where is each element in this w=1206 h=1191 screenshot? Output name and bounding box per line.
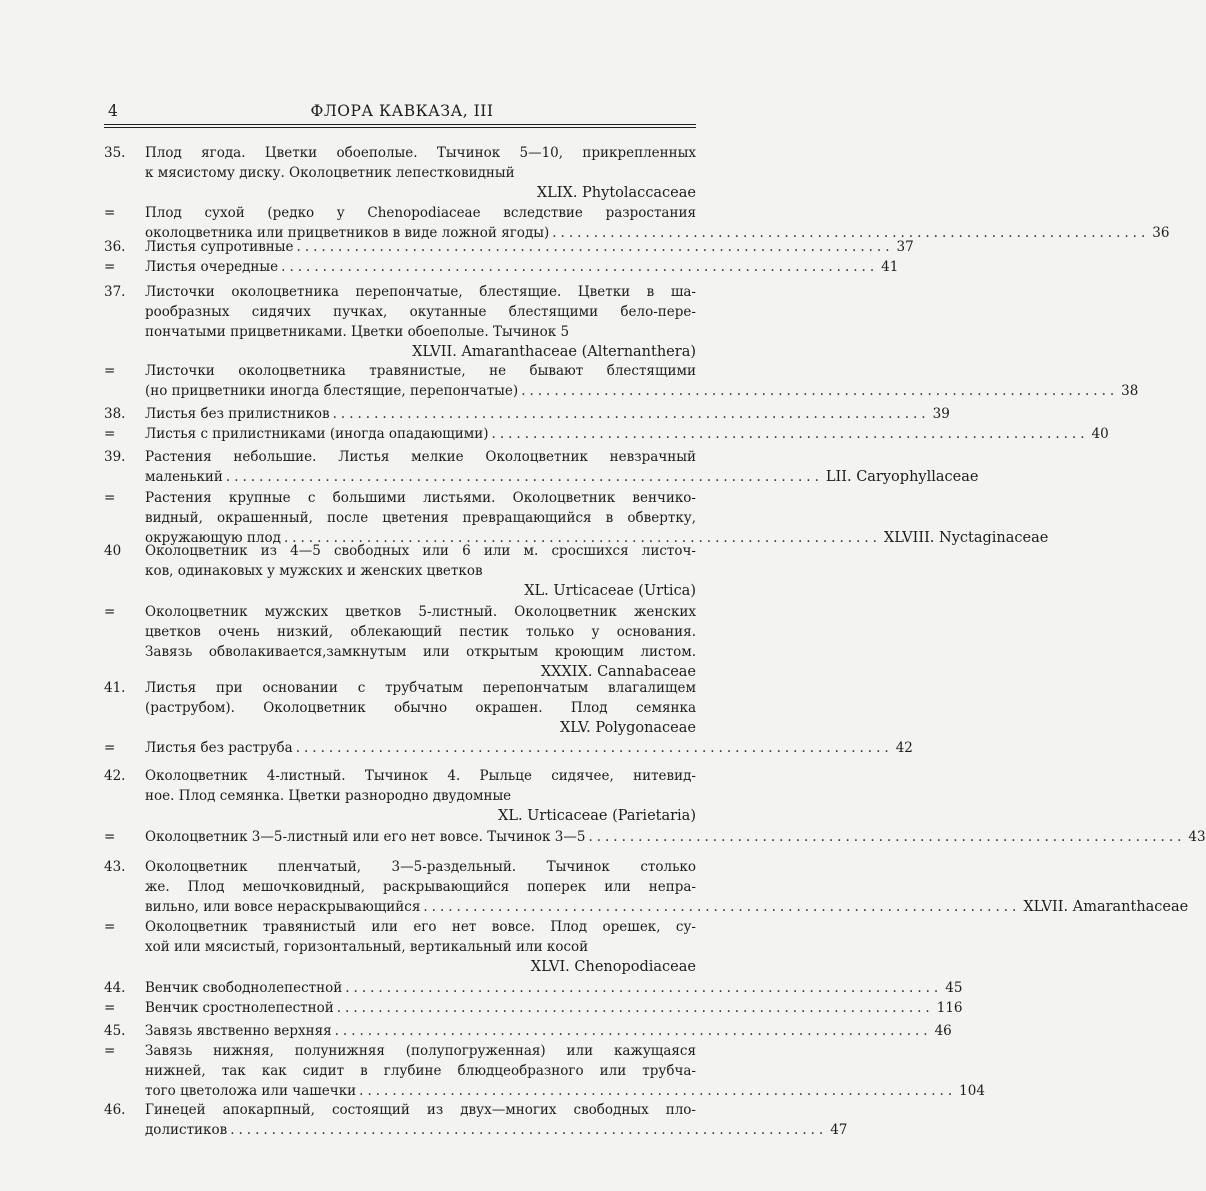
header-rule xyxy=(104,124,696,125)
entry-text: Листочки околоцветника травянистые, не бывают блестящими xyxy=(145,363,696,379)
dot-leader: ........................................................................ xyxy=(491,426,1089,442)
dot-leader: ........................................................................ xyxy=(423,899,1021,915)
entry-text: Листочки околоцветника перепончатые, блестящие. Цветки в ша- xyxy=(145,284,696,300)
lead-reference: 46 xyxy=(934,1023,952,1039)
running-title: ФЛОРА КАВКАЗА, III xyxy=(310,102,494,120)
family-name: XLV. Polygonaceae xyxy=(559,720,696,736)
header-rule-thin xyxy=(104,127,696,128)
family-name: XLIX. Phytolaccaceae xyxy=(536,185,696,201)
lead-reference: 47 xyxy=(830,1122,848,1138)
lead-reference: 42 xyxy=(895,740,913,756)
entry-text: маленький xyxy=(145,469,223,485)
entry-text: Растения крупные с большими листьями. Околоцветник венчико- xyxy=(145,490,696,506)
entry-text: Околоцветник мужских цветков 5-листный. Околоцветник женских xyxy=(145,604,696,620)
entry-text: Околоцветник 4-листный. Тычинок 4. Рыльце сидячее, нитевид- xyxy=(145,768,696,784)
dot-leader: ........................................................................ xyxy=(336,1000,934,1016)
entry-text: Листья с прилистниками (иногда опадающими) xyxy=(145,426,489,442)
entry-number: 38. xyxy=(104,406,126,422)
key-entry-44 xyxy=(104,978,963,1018)
key-entry-42 xyxy=(104,766,696,826)
entry-text: Листья при основании с трубчатым перепончатым влагалищем xyxy=(145,680,696,696)
entry-number: 45. xyxy=(104,1023,126,1039)
entry-text: хой или мясистый, горизонтальный, вертикальный или косой xyxy=(145,939,589,955)
dot-leader: ........................................................................ xyxy=(230,1122,828,1138)
entry-text: Венчик свободнолепестной xyxy=(145,980,343,996)
dot-leader: ........................................................................ xyxy=(359,1083,957,1099)
key-entry-36 xyxy=(104,237,914,277)
family-name: XLVIII. Nyctaginaceae xyxy=(883,530,1049,546)
entry-text: (но прицветники иногда блестящие, перепончатые) xyxy=(145,383,519,399)
lead-reference: 40 xyxy=(1091,426,1109,442)
entry-number: 46. xyxy=(104,1102,126,1118)
entry-text: ков, одинаковых у мужских и женских цветков xyxy=(145,563,483,579)
entry-text: Плод сухой (редко у Chenopodiaceae вследствие разростания xyxy=(145,205,696,221)
entry-text: околоцветника или прицветников в виде ложной ягоды) xyxy=(145,225,550,241)
entry-text: Завязь обволакивается,замкнутым или открытым кроющим листом. xyxy=(145,644,696,660)
entry-text: Околоцветник пленчатый, 3—5-раздельный. Тычинок столько xyxy=(145,859,696,875)
entry-number: 36. xyxy=(104,239,126,255)
key-entry-38 xyxy=(104,404,1109,444)
entry-number: 41. xyxy=(104,680,126,696)
entry-number: 40 xyxy=(104,543,122,559)
entry-text: пончатыми прицветниками. Цветки обоеполые. Тычинок 5 xyxy=(145,324,570,340)
entry-text: Околоцветник 3—5-листный или его нет вовсе. Тычинок 3—5 xyxy=(145,829,586,845)
entry-number: = xyxy=(104,426,116,442)
entry-number: = xyxy=(104,205,116,221)
entry-number: = xyxy=(104,604,116,620)
dot-leader: ........................................................................ xyxy=(552,225,1150,241)
key-entry-41-alt xyxy=(104,738,913,758)
entry-number: = xyxy=(104,919,116,935)
key-entry-46 xyxy=(104,1100,848,1140)
dot-leader: ........................................................................ xyxy=(345,980,943,996)
key-entry-40-alt xyxy=(104,602,696,682)
family-name: XLVII. Amaranthaceae xyxy=(1023,899,1189,915)
page-number: 4 xyxy=(108,102,119,120)
entry-text: Завязь нижняя, полунижняя (полупогруженная) или кажущаяся xyxy=(145,1043,696,1059)
dot-leader: ........................................................................ xyxy=(588,829,1186,845)
key-entry-43-alt xyxy=(104,917,696,977)
key-entry-35 xyxy=(104,143,696,203)
dot-leader: ........................................................................ xyxy=(334,1023,932,1039)
entry-text: Растения небольшие. Листья мелкие Околоцветник невзрачный xyxy=(145,449,696,465)
lead-reference: 116 xyxy=(936,1000,963,1016)
entry-text: Венчик сростнолепестной xyxy=(145,1000,334,1016)
entry-number: = xyxy=(104,363,116,379)
entry-text: цветков очень низкий, облекающий пестик только у основания. xyxy=(145,624,696,640)
entry-number: = xyxy=(104,490,116,506)
lead-reference: 104 xyxy=(959,1083,985,1099)
dot-leader: ........................................................................ xyxy=(225,469,823,485)
dot-leader: ........................................................................ xyxy=(283,530,881,546)
entry-text: Листья супротивные xyxy=(145,239,294,255)
key-entry-43 xyxy=(104,857,1189,917)
lead-reference: 41 xyxy=(881,259,899,275)
dot-leader: ........................................................................ xyxy=(296,239,894,255)
entry-text: ное. Плод семянка. Цветки разнородно двудомные xyxy=(145,788,512,804)
dot-leader: ........................................................................ xyxy=(295,740,893,756)
family-name: XLVII. Amaranthaceae (Alternanthera) xyxy=(412,344,696,360)
lead-reference: 43 xyxy=(1188,829,1206,845)
family-name: XXXIX. Cannabaceae xyxy=(540,664,696,680)
entry-number: 39. xyxy=(104,449,126,465)
entry-text: Гинецей апокарпный, состоящий из двух—многих свободных пло- xyxy=(145,1102,696,1118)
entry-number: 44. xyxy=(104,980,126,996)
lead-reference: 45 xyxy=(945,980,963,996)
family-name: XL. Urticaceae (Parietaria) xyxy=(498,808,696,824)
dot-leader: ........................................................................ xyxy=(332,406,930,422)
key-entry-40 xyxy=(104,541,696,601)
entry-number: = xyxy=(104,740,116,756)
lead-reference: 38 xyxy=(1121,383,1139,399)
entry-number: 43. xyxy=(104,859,126,875)
entry-text: (раструбом). Околоцветник обычно окрашен. Плод семянка xyxy=(145,700,696,716)
key-entry-45-alt xyxy=(104,1041,985,1101)
lead-reference: 37 xyxy=(896,239,914,255)
entry-text: Листья очередные xyxy=(145,259,279,275)
entry-text: Завязь явственно верхняя xyxy=(145,1023,332,1039)
entry-text: рообразных сидячих пучках, окутанные блестящими бело-пере- xyxy=(145,304,696,320)
entry-text: Околоцветник травянистый или его нет вовсе. Плод орешек, су- xyxy=(145,919,696,935)
entry-number: = xyxy=(104,1043,116,1059)
entry-number: 37. xyxy=(104,284,126,300)
entry-text: нижней, так как сидит в глубине блюдцеобразного или трубча- xyxy=(145,1063,696,1079)
lead-reference: 39 xyxy=(932,406,950,422)
key-entry-39 xyxy=(104,447,979,487)
entry-text: долистиков xyxy=(145,1122,228,1138)
key-entry-39-alt xyxy=(104,488,1049,548)
key-entry-42-alt xyxy=(104,827,1206,847)
entry-text: того цветоложа или чашечки xyxy=(145,1083,357,1099)
entry-text: видный, окрашенный, после цветения превращающийся в обвертку, xyxy=(145,510,696,526)
entry-number: 42. xyxy=(104,768,126,784)
dot-leader: ........................................................................ xyxy=(281,259,879,275)
entry-number: = xyxy=(104,259,116,275)
entry-text: к мясистому диску. Околоцветник лепестковидный xyxy=(145,165,515,181)
family-name: XLVI. Chenopodiaceae xyxy=(530,959,696,975)
family-name: XL. Urticaceae (Urtica) xyxy=(524,583,696,599)
entry-text: Листья без раструба xyxy=(145,740,293,756)
entry-text: Околоцветник из 4—5 свободных или 6 или м. сросшихся листоч- xyxy=(145,543,696,559)
page-header xyxy=(108,102,696,122)
entry-number: = xyxy=(104,829,116,845)
key-entry-37 xyxy=(104,282,696,362)
entry-text: Листья без прилистников xyxy=(145,406,330,422)
key-entry-45 xyxy=(104,1021,952,1041)
family-name: LII. Caryophyllaceae xyxy=(825,469,979,485)
entry-text: же. Плод мешочковидный, раскрывающийся поперек или непра- xyxy=(145,879,696,895)
entry-text: вильно, или вовсе нераскрывающийся xyxy=(145,899,421,915)
entry-number: 35. xyxy=(104,145,126,161)
key-entry-41 xyxy=(104,678,696,738)
entry-text: окружающую плод xyxy=(145,530,281,546)
lead-reference: 36 xyxy=(1152,225,1170,241)
dot-leader: ........................................................................ xyxy=(521,383,1119,399)
key-entry-37-alt xyxy=(104,361,1139,401)
entry-number: = xyxy=(104,1000,116,1016)
entry-text: Плод ягода. Цветки обоеполые. Тычинок 5—10, прикрепленных xyxy=(145,145,696,161)
